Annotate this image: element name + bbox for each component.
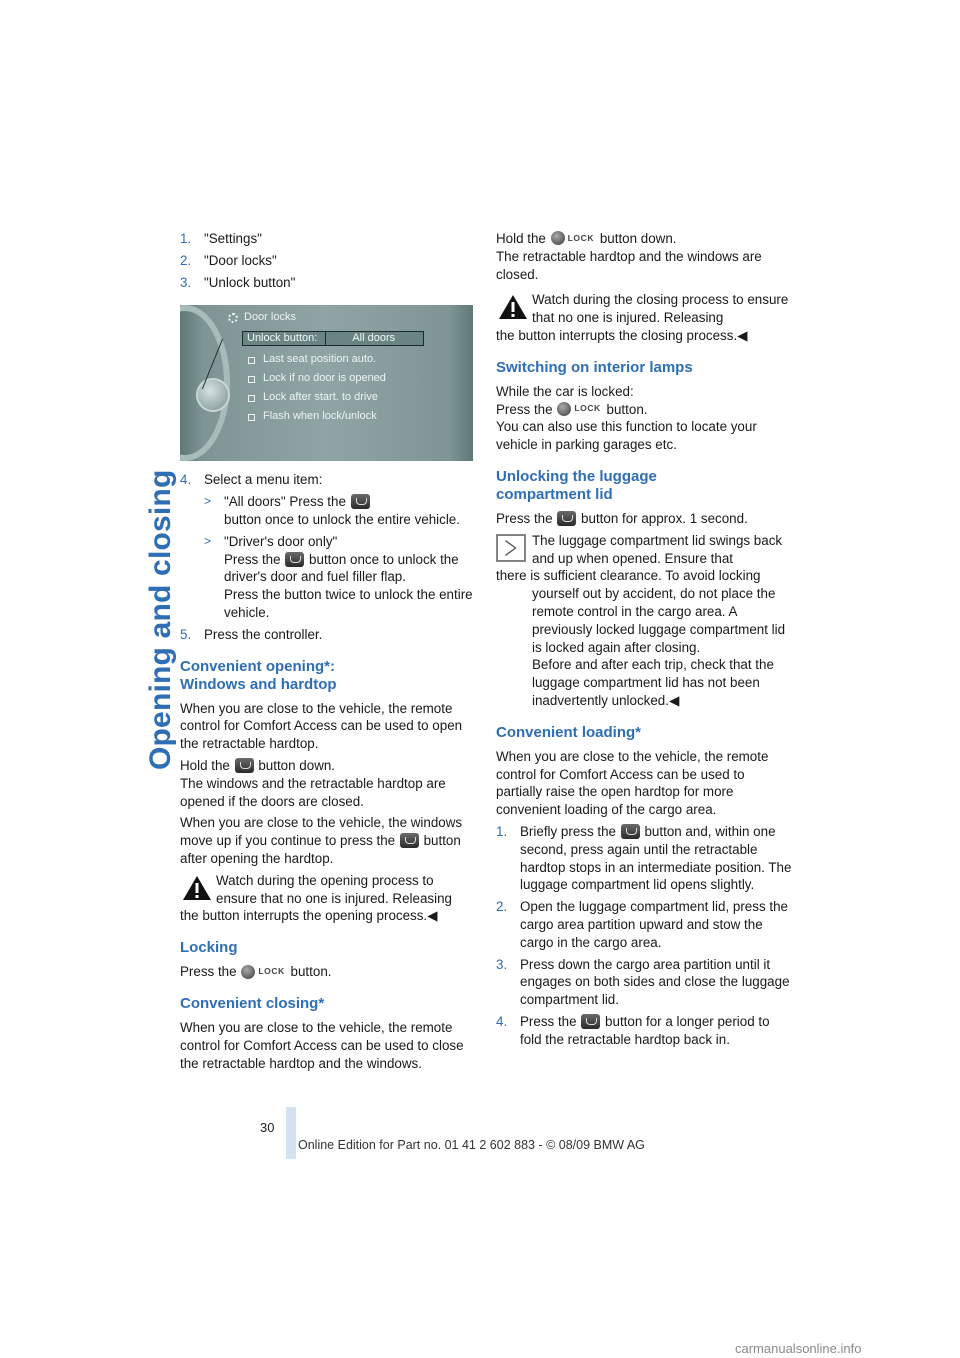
gear-icon: [228, 313, 238, 323]
checkbox-icon: [248, 395, 255, 402]
paragraph: When you are close to the vehicle, the remote control for Comfort Access can be used to partially raise the open hardtop for more convenient loading of the cargo area.: [496, 748, 769, 818]
section-heading: Unlocking the luggage compartment lid: [496, 467, 657, 503]
right-column: [496, 230, 792, 1052]
paragraph: When you are close to the vehicle, the remote control for Comfort Access can be used to open the retractable hardtop.: [180, 700, 463, 752]
paragraph: When you are close to the vehicle, the remote control for Comfort Access can be used to close the retractable hardtop and the windows.: [180, 1019, 464, 1071]
checkbox-icon: [248, 376, 255, 383]
hardtop-remote-icon: [285, 552, 304, 567]
list-item: 1. "Settings": [180, 231, 262, 246]
idrive-screen-illustration: Door locks Unlock button: All doors Last seat position auto. Lock if no door is opened Lock after start. to drive Flash when lock/unlock: [180, 305, 473, 461]
section-heading: Convenient loading*: [496, 723, 642, 741]
info-note: The luggage compartment lid swings back and up when opened. Ensure that there is sufficient clearance. To avoid locking yourself out by accident, do not place the remote control in the cargo area. A previously locked luggage compartment lid is locked again after closing. Before and after each trip, check that the luggage compartment lid has not been inadvertently unlocked.◀: [496, 532, 786, 708]
lock-button-icon: LOCK: [557, 400, 600, 418]
left-column: [180, 230, 475, 1076]
hardtop-remote-icon: [235, 758, 254, 773]
menu-option: Lock if no door is opened: [248, 370, 386, 388]
hardtop-remote-icon: [400, 833, 419, 848]
list-item: 1. Briefly press the button and, within one second, press again until the retractable hardtop stops in an intermediate position. The luggage compartment lid opens slightly.: [496, 823, 792, 893]
paragraph: Hold the button down. The windows and the retractable hardtop are opened if the doors are closed.: [180, 757, 446, 809]
paragraph: Press the LOCK button.: [180, 964, 332, 980]
watermark: carmanualsonline.info: [735, 1341, 862, 1356]
sub-list-item: > "Driver's door only" Press the button once to unlock the driver's door and fuel filler flap. Press the button twice to unlock the entire vehicle.: [204, 533, 473, 620]
paragraph: Press the button for approx. 1 second.: [496, 510, 748, 526]
list-item: 4. Select a menu item:: [180, 472, 323, 488]
sub-list-item: > "All doors" Press the button once to unlock the entire vehicle.: [204, 494, 460, 527]
list-item: 3. "Unlock button": [180, 274, 296, 290]
hardtop-remote-icon: [557, 511, 576, 526]
warning-note: Watch during the closing process to ensure that no one is injured. Releasing the button interrupts the closing process.◀: [496, 292, 789, 343]
warning-triangle-icon: [498, 293, 528, 321]
lock-button-icon: LOCK: [551, 230, 594, 248]
checkbox-icon: [248, 414, 255, 421]
section-heading: Switching on interior lamps: [496, 358, 693, 376]
hardtop-remote-icon: [581, 1014, 600, 1029]
edition-text: Online Edition for Part no. 01 41 2 602 883 - © 08/09 BMW AG: [298, 1138, 645, 1152]
section-heading: Convenient closing*: [180, 994, 325, 1012]
warning-triangle-icon: [182, 874, 212, 902]
page-number: 30: [260, 1120, 275, 1135]
hardtop-remote-icon: [621, 824, 640, 839]
warning-note: Watch during the opening process to ensure that no one is injured. Releasing the button interrupts the opening process.◀: [180, 872, 452, 924]
chapter-side-title: Opening and closing: [144, 469, 177, 770]
menu-option: Flash when lock/unlock: [248, 408, 377, 426]
paragraph: While the car is locked: Press the LOCK button. You can also use this function to locate your vehicle in parking garages etc.: [496, 383, 757, 453]
edition-bar: [286, 1107, 296, 1159]
menu-option: Last seat position auto.: [248, 351, 376, 369]
paragraph: When you are close to the vehicle, the windows move up if you continue to press the button after opening the hardtop.: [180, 815, 463, 866]
list-item: 5. Press the controller.: [180, 626, 323, 642]
menu-option: Lock after start. to drive: [248, 389, 378, 407]
note-arrow-icon: [496, 534, 526, 562]
selected-menu-row: Unlock button: All doors: [242, 331, 424, 346]
paragraph: Hold the LOCK button down. The retractable hardtop and the windows are closed.: [496, 231, 762, 282]
list-item: 4. Press the button for a longer period to fold the retractable hardtop back in.: [496, 1013, 770, 1047]
hardtop-remote-icon: [351, 494, 370, 509]
checkbox-icon: [248, 357, 255, 364]
section-heading: Locking: [180, 939, 238, 957]
section-heading: Convenient opening*: Windows and hardtop: [180, 657, 337, 693]
list-item: 2. "Door locks": [180, 252, 277, 268]
lock-button-icon: LOCK: [241, 963, 284, 981]
list-item: 2. Open the luggage compartment lid, press the cargo area partition upward and stow the cargo in the cargo area.: [496, 899, 788, 950]
list-item: 3. Press down the cargo area partition until it engages on both sides and close the luggage compartment lid.: [496, 956, 790, 1008]
